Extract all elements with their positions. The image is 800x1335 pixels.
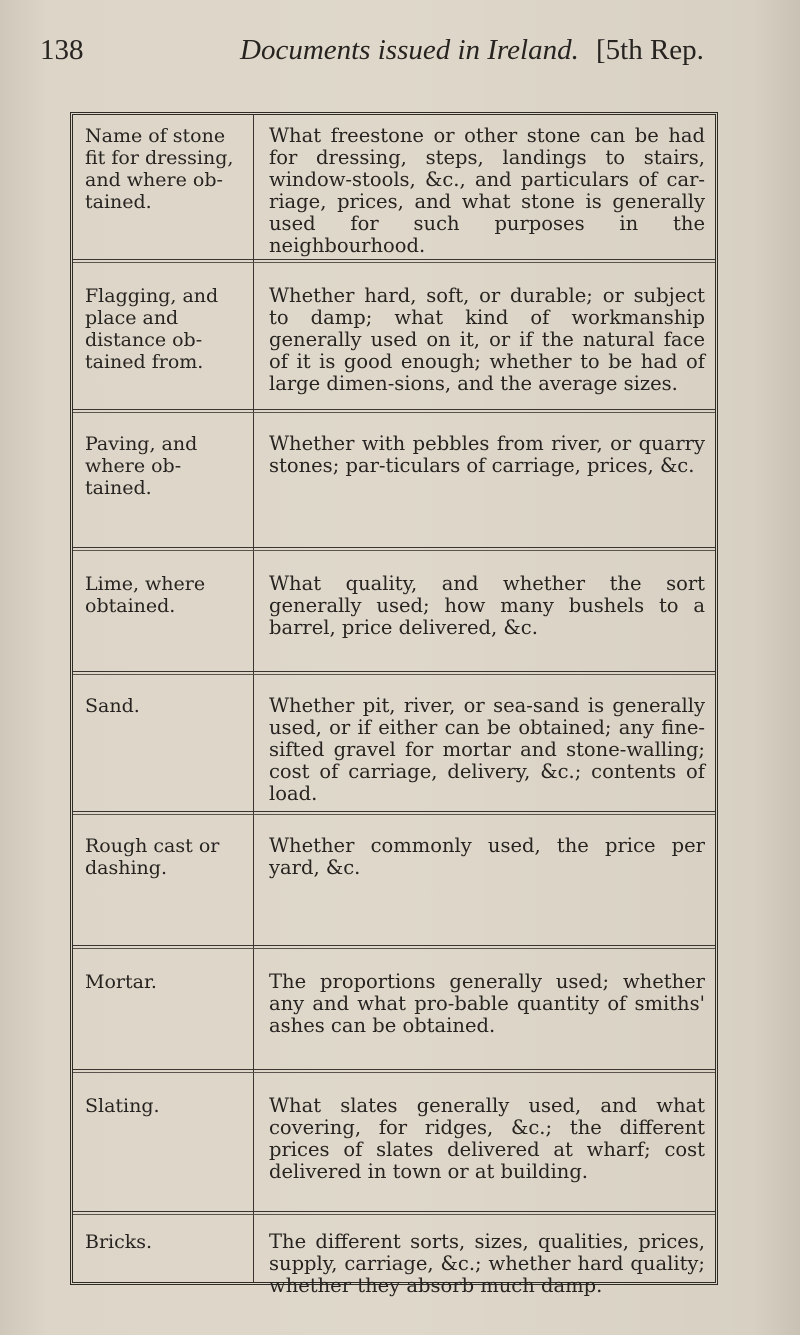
table-row — [73, 675, 715, 811]
table-row — [73, 815, 715, 945]
page-header — [0, 34, 800, 84]
running-title: Documents issued in Ireland. — [240, 34, 579, 66]
table-row — [73, 949, 715, 1069]
row-label: Mortar. — [85, 971, 157, 993]
table-row — [73, 413, 715, 547]
table-row — [73, 1215, 715, 1297]
page-number: 138 — [40, 34, 84, 66]
row-label: Slating. — [85, 1095, 160, 1117]
row-label: Paving, and where ob-tained. — [85, 433, 198, 499]
row-description: The different sorts, sizes, qualities, prices, supply, carriage, &c.; whether hard quality; whether they absorb much damp. — [269, 1230, 705, 1297]
table-row — [73, 551, 715, 671]
report-tag: [5th Rep. — [596, 34, 704, 66]
row-label: Sand. — [85, 695, 140, 717]
row-description: What slates generally used, and what covering, for ridges, &c.; the different prices of slates delivered at wharf; cost delivered in town or at building. — [269, 1094, 705, 1183]
row-description: Whether with pebbles from river, or quarry stones; par-ticulars of carriage, prices, &c. — [269, 432, 705, 477]
row-label: Lime, where obtained. — [85, 573, 206, 617]
row-description: What quality, and whether the sort generally used; how many bushels to a barrel, price delivered, &c. — [269, 572, 705, 639]
row-description: Whether pit, river, or sea-sand is generally used, or if either can be obtained; any fine-sifted gravel for mortar and stone-walling; cost of carriage, delivery, &c.; contents of load. — [269, 694, 705, 805]
table-row — [73, 263, 715, 409]
row-description: The proportions generally used; whether any and what pro-bable quantity of smiths' ashes can be obtained. — [269, 970, 705, 1037]
row-description: What freestone or other stone can be had for dressing, steps, landings to stairs, window-stools, &c., and particulars of car-riage, prices, and what stone is generally used for such purposes in the neighbourhood. — [269, 124, 705, 257]
row-label: Bricks. — [85, 1231, 153, 1253]
row-label: Rough cast or dashing. — [85, 835, 220, 879]
inquiry-table — [70, 112, 718, 1297]
table-row — [73, 115, 715, 261]
table-row — [73, 1073, 715, 1211]
row-description: Whether commonly used, the price per yard, &c. — [269, 834, 705, 879]
row-label: Flagging, and place and distance ob-tained from. — [85, 285, 219, 373]
row-label: Name of stone fit for dressing, and where ob-tained. — [85, 125, 234, 213]
row-description: Whether hard, soft, or durable; or subject to damp; what kind of workmanship generally used on it, or if the natural face of it is good enough; whether to be had of large dimen-sions, and the average sizes. — [269, 284, 705, 395]
